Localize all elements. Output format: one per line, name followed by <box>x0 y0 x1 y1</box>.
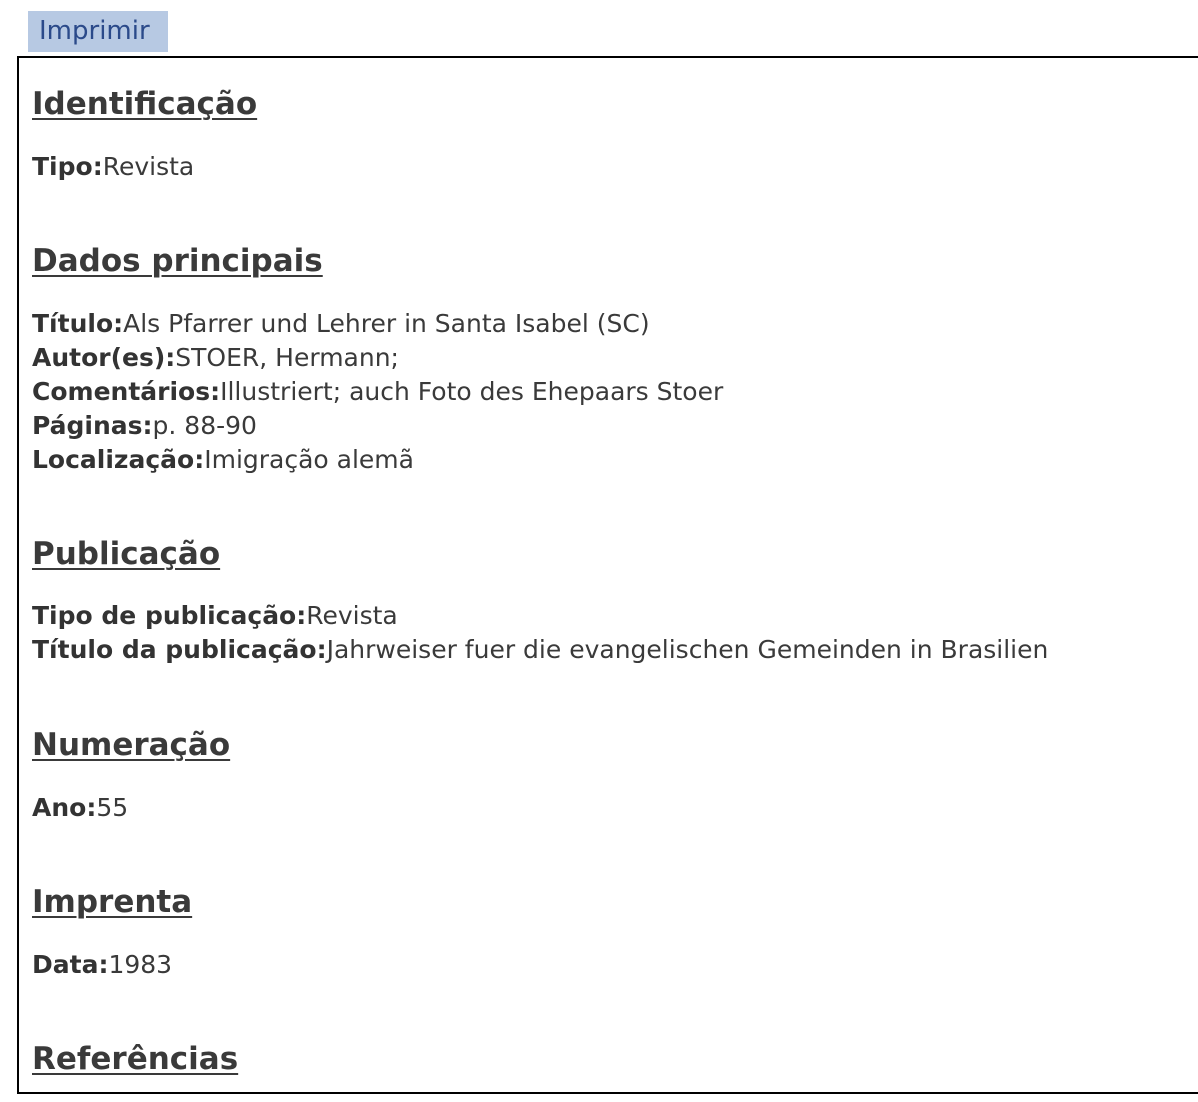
field-localizacao <box>32 445 414 474</box>
field-comentarios <box>32 377 723 406</box>
field-tipo-de-publicacao <box>32 601 398 630</box>
field-ano <box>32 793 128 822</box>
field-value: 1983 <box>108 950 173 979</box>
field-value: Illustriert; auch Foto des Ehepaars Stoer <box>220 377 724 406</box>
field-label: Título da publicação: <box>32 635 327 664</box>
field-label: Data: <box>32 950 109 979</box>
field-titulo-da-publicacao <box>32 635 1048 664</box>
section-heading-imprenta: Imprenta <box>32 884 193 920</box>
field-tipo <box>32 152 194 181</box>
field-label: Autor(es): <box>32 343 176 372</box>
section-heading-dados-principais: Dados principais <box>32 243 323 279</box>
field-value: p. 88-90 <box>152 411 257 440</box>
section-heading-referencias: Referências <box>32 1041 239 1077</box>
field-value: Revista <box>306 601 398 630</box>
field-value: 55 <box>96 793 129 822</box>
field-autores <box>32 343 399 372</box>
field-value: Imigração alemã <box>204 445 414 474</box>
field-label: Tipo de publicação: <box>32 601 307 630</box>
section-heading-numeracao: Numeração <box>32 727 231 763</box>
field-label: Ano: <box>32 793 97 822</box>
field-label: Título: <box>32 309 124 338</box>
print-button[interactable]: Imprimir <box>28 11 168 52</box>
field-titulo <box>32 309 650 338</box>
field-value: Als Pfarrer und Lehrer in Santa Isabel (SC) <box>123 309 650 338</box>
field-label: Páginas: <box>32 411 153 440</box>
field-paginas <box>32 411 257 440</box>
field-label: Comentários: <box>32 377 221 406</box>
section-heading-identificacao: Identificação <box>32 86 258 122</box>
record-details-panel <box>17 56 1198 1094</box>
field-label: Tipo: <box>32 152 103 181</box>
field-value: Jahrweiser fuer die evangelischen Gemeinden in Brasilien <box>326 635 1049 664</box>
field-data <box>32 950 172 979</box>
field-value: Revista <box>102 152 195 181</box>
field-label: Localização: <box>32 445 205 474</box>
section-heading-publicacao: Publicação <box>32 536 221 572</box>
field-value: STOER, Hermann; <box>175 343 399 372</box>
